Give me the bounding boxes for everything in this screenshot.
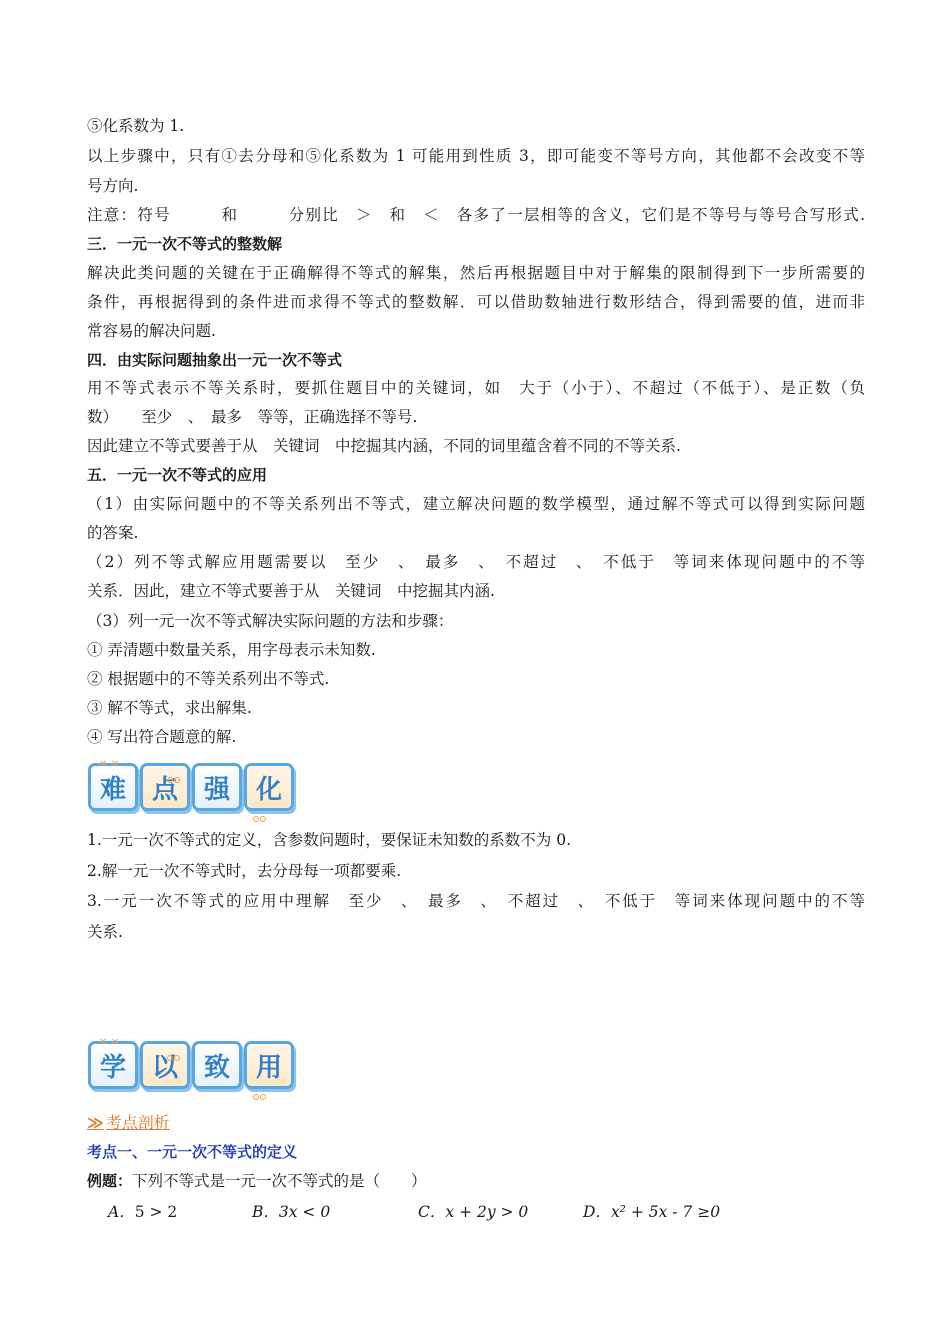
option-d[interactable] [583, 1200, 720, 1222]
banner-learn-apply [88, 1037, 294, 1089]
sparkle-icon: ✕ ✕ [99, 759, 120, 770]
banner-char: 用 [255, 1052, 282, 1083]
banner-tile [88, 759, 138, 811]
section-heading: 三．一元一次不等式的整数解 [87, 235, 283, 253]
option-a[interactable] [108, 1200, 177, 1222]
text-line: 因此建立不等式要善于从 关键词 中挖掘其内涵，不同的词里蕴含着不同的不等关系. [87, 437, 681, 455]
text-line: ② 根据题中的不等关系列出不等式. [87, 670, 330, 688]
banner-char: 学 [99, 1052, 126, 1083]
banner-tile [140, 1041, 190, 1089]
text-line: 的答案. [87, 524, 139, 542]
option-expr: 3x < 0 [278, 1203, 331, 1221]
banner-char: 致 [203, 1052, 230, 1083]
banner-char: 以 [151, 1052, 178, 1083]
sparkle-icon: ✕ ✕ [99, 1037, 120, 1048]
example-question [87, 1171, 865, 1191]
banner-char: 强 [203, 774, 230, 805]
double-chevron-icon: ≫ [87, 1113, 104, 1132]
tip-line: 2.解一元一次不等式时，去分母每一项都要乘. [87, 862, 402, 880]
banner-char: 点 [151, 774, 178, 805]
dots-icon [167, 760, 181, 765]
text-line: 条件，再根据得到的条件进而求得不等式的整数解．可以借助数轴进行数形结合，得到需要的值，进而非 [87, 293, 865, 311]
tip-line: 关系. [87, 923, 123, 941]
example-text: 下列不等式是一元一次不等式的是（ ） [132, 1172, 427, 1190]
tip-line: 3.一元一次不等式的应用中理解 至少 、 最多 、 不超过 、 不低于 等词来体现问题中的不等 [87, 892, 865, 910]
option-b[interactable] [252, 1200, 330, 1222]
option-c[interactable] [418, 1200, 528, 1222]
kaodian-heading: 考点一、一元一次不等式的定义 [87, 1143, 298, 1161]
option-expr: x² + 5x - 7 ≥0 [610, 1203, 721, 1221]
dots-icon [167, 1038, 181, 1043]
text-line: ④ 写出符合题意的解. [87, 728, 237, 746]
banner-difficulty-reinforce [88, 759, 294, 811]
text-line: 解决此类问题的关键在于正确解得不等式的解集，然后再根据题目中对于解集的限制得到下一步所需要的 [87, 264, 865, 282]
text-line: ⑤化系数为 1. [87, 117, 185, 135]
section-heading: 五．一元一次不等式的应用 [87, 466, 268, 484]
banner-char: 难 [99, 774, 126, 805]
dots-icon [253, 1077, 267, 1082]
tip-line: 1.一元一次不等式的定义，含参数问题时，要保证未知数的系数不为 0. [87, 831, 572, 849]
text-line: （3）列一元一次不等式解决实际问题的方法和步骤： [87, 612, 454, 630]
option-letter: A． [108, 1203, 135, 1221]
section-heading: 四．由实际问题抽象出一元一次不等式 [87, 351, 343, 369]
text-line: （2）列不等式解应用题需要以 至少 、 最多 、 不超过 、 不低于 等词来体现问题中的不等 [87, 553, 865, 571]
banner-tile [192, 1041, 242, 1089]
text-line: 关系．因此，建立不等式要善于从 关键词 中挖掘其内涵. [87, 582, 495, 600]
option-letter: C． [418, 1203, 446, 1221]
text-line: 数） 至少 、 最多 等等，正确选择不等号. [87, 408, 418, 426]
option-expr: x + 2y > 0 [445, 1203, 529, 1221]
banner-char: 化 [255, 774, 282, 805]
text-line: 以上步骤中，只有①去分母和⑤化系数为 1 可能用到性质 3，即可能变不等号方向，其他都不会改变不等 [87, 147, 865, 165]
text-line: ③ 解不等式，求出解集. [87, 699, 252, 717]
example-label: 例题： [87, 1172, 133, 1190]
dots-icon [253, 799, 267, 804]
text-line: ① 弄清题中数量关系，用字母表示未知数. [87, 641, 376, 659]
banner-tile [140, 763, 190, 811]
text-line: 号方向. [87, 177, 139, 195]
section-title-text: 考点剖析 [105, 1113, 170, 1132]
banner-tile [88, 1037, 138, 1089]
option-letter: D． [583, 1203, 611, 1221]
text-line: 注意：符号 和 分别比 ＞ 和 ＜ 各多了一层相等的含义，它们是不等号与等号合写形式. [87, 206, 865, 224]
option-expr: 5 > 2 [134, 1203, 178, 1221]
text-line: 常容易的解决问题. [87, 322, 216, 340]
text-line: （1）由实际问题中的不等关系列出不等式，建立解决问题的数学模型，通过解不等式可以得到实际问题 [87, 495, 865, 513]
option-letter: B． [252, 1203, 279, 1221]
text-line: 用不等式表示不等关系时，要抓住题目中的关键词，如 大于（小于）、不超过（不低于）、是正数（负 [87, 379, 865, 397]
section-title-analysis[interactable] [87, 1110, 170, 1133]
banner-tile [244, 763, 294, 811]
banner-tile [192, 763, 242, 811]
banner-tile [244, 1041, 294, 1089]
